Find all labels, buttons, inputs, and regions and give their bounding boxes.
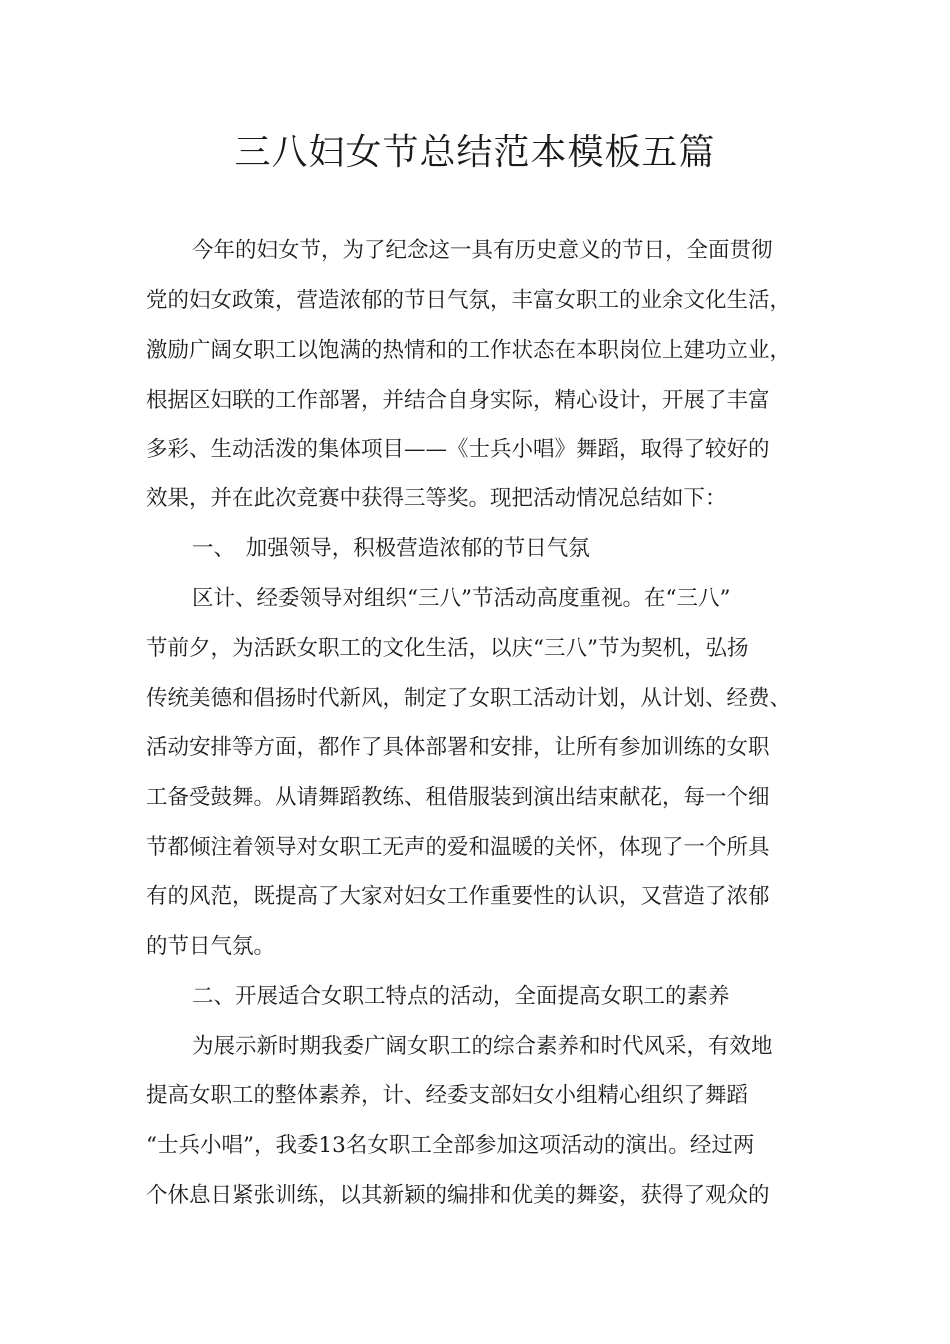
body-line: 传统美德和倡扬时代新风，制定了女职工活动计划，从计划、经费、 xyxy=(146,686,792,711)
body-line: 效果，并在此次竞赛中获得三等奖。现把活动情况总结如下： xyxy=(146,486,727,511)
document-title: 三八妇女节总结范本模板五篇 xyxy=(234,132,716,173)
body-line: 个休息日紧张训练，以其新颖的编排和优美的舞姿，获得了观众的 xyxy=(146,1183,770,1208)
body-line: 的节日气氛。 xyxy=(146,934,276,959)
body-line: 为展示新时期我委广阔女职工的综合素养和时代风采，有效地 xyxy=(192,1034,773,1059)
body-line: 党的妇女政策，营造浓郁的节日气氛，丰富女职工的业余文化生活， xyxy=(146,288,792,313)
body-line: 激励广阔女职工以饱满的热情和的工作状态在本职岗位上建功立业， xyxy=(146,338,792,363)
body-line: 今年的妇女节，为了纪念这一具有历史意义的节日，全面贯彻 xyxy=(192,238,773,263)
section-heading: 一、 加强领导，积极营造浓郁的节日气氛 xyxy=(192,536,590,561)
body-line: 有的风范，既提高了大家对妇女工作重要性的认识，又营造了浓郁 xyxy=(146,884,770,909)
body-line: 多彩、生动活泼的集体项目——《士兵小唱》舞蹈，取得了较好的 xyxy=(146,437,770,462)
body-line: 根据区妇联的工作部署，并结合自身实际，精心设计，开展了丰富 xyxy=(146,388,770,413)
body-line: 活动安排等方面，都作了具体部署和安排，让所有参加训练的女职 xyxy=(146,735,770,760)
body-line: 节都倾注着领导对女职工无声的爱和温暖的关怀，体现了一个所具 xyxy=(146,835,770,860)
body-line: 工备受鼓舞。从请舞蹈教练、租借服装到演出结束献花，每一个细 xyxy=(146,785,770,810)
body-line: 节前夕，为活跃女职工的文化生活，以庆“三八”节为契机，弘扬 xyxy=(146,636,749,661)
body-line: 提高女职工的整体素养，计、经委支部妇女小组精心组织了舞蹈 xyxy=(146,1083,749,1108)
section-heading: 二、开展适合女职工特点的活动，全面提高女职工的素养 xyxy=(192,984,730,1009)
body-line: 区计、经委领导对组织“三八”节活动高度重视。在“三八” xyxy=(192,586,731,611)
body-line: “士兵小唱”，我委13名女职工全部参加这项活动的演出。经过两 xyxy=(146,1133,755,1158)
